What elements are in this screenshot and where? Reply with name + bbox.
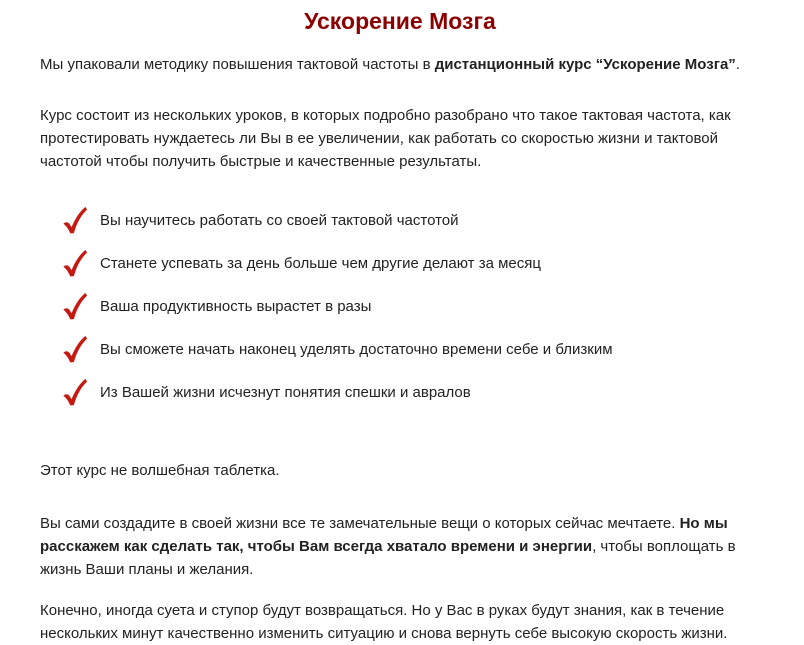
checkmark-icon — [62, 291, 88, 321]
checkmark-icon — [62, 248, 88, 278]
course-description: Курс состоит из нескольких уроков, в которых подробно разобрано что такое тактовая частота, как протестировать нуждаетесь ли Вы в ее увеличении, как работать со скоростью жизни и тактовой частотой чтобы получить быстрые и качественные результаты. — [40, 107, 731, 170]
intro-suffix: . — [735, 56, 740, 73]
benefits-list — [40, 205, 760, 407]
promise-text: Вы сами создадите в своей жизни все те замечательные вещи о которых сейчас мечтаете. — [40, 515, 680, 532]
closing-paragraph: Конечно, иногда суета и ступор будут возвращаться. Но у Вас в руках будут знания, как в течение нескольких минут качественно изменить ситуацию и снова вернуть себе высокую скорость жизни. — [40, 602, 728, 642]
checkmark-icon — [62, 334, 88, 364]
list-item — [62, 248, 760, 278]
benefit-label: Вы сможете начать наконец уделять достаточно времени себе и близким — [100, 340, 613, 358]
list-item — [62, 334, 760, 364]
intro-text: Мы упаковали методику повышения тактовой частоты в — [40, 56, 435, 73]
promise-paragraph — [40, 512, 760, 581]
checkmark-icon — [62, 205, 88, 235]
benefit-label: Станете успевать за день больше чем другие делают за месяц — [100, 254, 541, 272]
checkmark-icon — [62, 377, 88, 407]
list-item — [62, 291, 760, 321]
promise-suffix: , чтобы воплощать в жизнь Ваши планы и желания. — [40, 538, 736, 578]
list-item — [62, 205, 760, 235]
disclaimer-paragraph: Этот курс не волшебная таблетка. — [40, 462, 280, 479]
page-title: Ускорение Мозга — [304, 8, 496, 34]
list-item — [62, 377, 760, 407]
intro-paragraph — [40, 53, 760, 76]
benefit-label: Ваша продуктивность вырастет в разы — [100, 297, 372, 315]
intro-bold-text: дистанционный курс “Ускорение Мозга” — [434, 56, 736, 73]
benefit-label: Из Вашей жизни исчезнут понятия спешки и авралов — [100, 383, 471, 401]
benefit-label: Вы научитесь работать со своей тактовой частотой — [100, 211, 459, 229]
promise-bold-text: Но мы расскажем как сделать так, чтобы Вам всегда хватало времени и энергии — [40, 515, 728, 555]
